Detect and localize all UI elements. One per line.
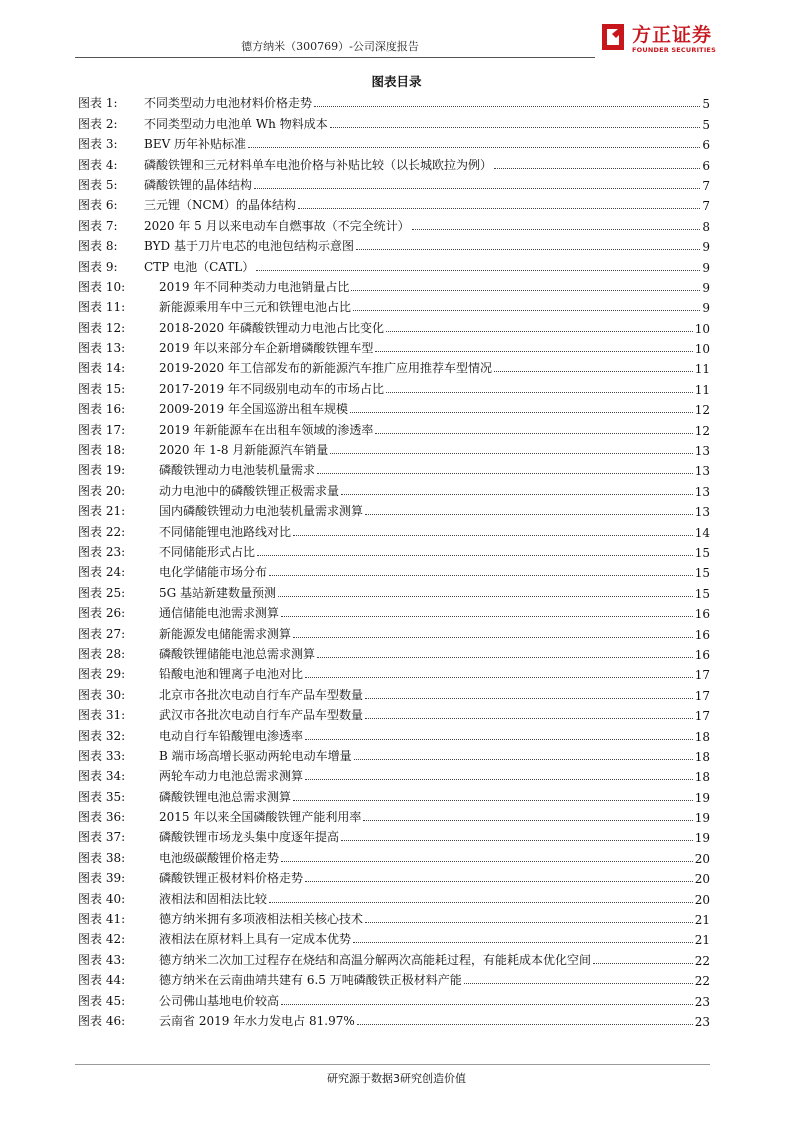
toc-entry-page: 16 [694, 607, 710, 622]
toc-entry-title: 磷酸铁锂市场龙头集中度逐年提高 [159, 830, 340, 845]
toc-dot-leader [314, 106, 700, 107]
toc-entry[interactable] [78, 988, 710, 1008]
toc-dot-leader [293, 800, 693, 801]
toc-entry[interactable] [78, 519, 710, 539]
toc-entry-page: 15 [694, 586, 710, 601]
toc-entry-page: 23 [694, 1014, 710, 1029]
toc-title: 图表目录 [371, 74, 422, 89]
toc-entry-label: 图表 39: [78, 871, 126, 886]
toc-entry-page: 18 [694, 749, 710, 764]
toc-entry[interactable] [78, 886, 710, 906]
toc-entry-title: 2019 年新能源车在出租车领域的渗透率 [159, 422, 374, 437]
toc-dot-leader [375, 351, 692, 352]
toc-dot-leader [305, 881, 693, 882]
toc-entry[interactable] [78, 580, 710, 600]
toc-dot-leader [353, 310, 700, 311]
toc-dot-leader [278, 596, 693, 597]
toc-dot-leader [341, 494, 693, 495]
toc-entry[interactable] [78, 356, 710, 376]
toc-entry-label: 图表 23: [78, 544, 126, 559]
toc-entry[interactable] [78, 825, 710, 845]
toc-entry[interactable] [78, 621, 710, 641]
toc-entry[interactable] [78, 968, 710, 988]
toc-dot-leader [269, 575, 693, 576]
toc-entry-label: 图表 21: [78, 504, 126, 519]
toc-entry-page: 7 [702, 199, 710, 214]
toc-entry-label: 图表 35: [78, 789, 126, 804]
toc-entry-title: 电池级碳酸锂价格走势 [159, 850, 280, 865]
toc-entry-page: 21 [694, 933, 710, 948]
toc-entry-label: 图表 8: [78, 239, 118, 254]
toc-dot-leader [365, 698, 693, 699]
toc-entry[interactable] [78, 560, 710, 580]
toc-entry-label: 图表 2: [78, 116, 118, 131]
toc-dot-leader [341, 840, 693, 841]
toc-entry-page: 19 [694, 831, 710, 846]
toc-entry-label: 图表 18: [78, 443, 126, 458]
toc-dot-leader [281, 1004, 693, 1005]
toc-entry-label: 图表 36: [78, 810, 126, 825]
toc-entry-label: 图表 27: [78, 626, 126, 641]
toc-entry[interactable] [78, 132, 710, 152]
toc-entry-title: BEV 历年补贴标准 [144, 137, 247, 152]
toc-dot-leader [354, 759, 693, 760]
toc-entry[interactable] [78, 111, 710, 131]
toc-entry-page: 23 [694, 994, 710, 1009]
toc-entry-label: 图表 22: [78, 524, 126, 539]
toc-entry-page: 20 [694, 892, 710, 907]
toc-dot-leader [293, 535, 693, 536]
toc-entry-page: 15 [694, 566, 710, 581]
toc-entry-title: B 端市场高增长驱动两轮电动车增量 [159, 748, 352, 763]
toc-entry-page: 7 [702, 178, 710, 193]
toc-entry-label: 图表 33: [78, 748, 126, 763]
toc-dot-leader [256, 270, 700, 271]
toc-entry[interactable] [78, 213, 710, 233]
toc-entry-title: 2020 年 5 月以来电动车自燃事故（不完全统计） [144, 218, 410, 233]
toc-entry[interactable] [78, 601, 710, 621]
toc-entry-label: 图表 9: [78, 259, 118, 274]
toc-entry[interactable] [78, 254, 710, 274]
toc-entry[interactable] [78, 173, 710, 193]
toc-entry-page: 17 [694, 688, 710, 703]
toc-entry-page: 19 [694, 811, 710, 826]
toc-entry-label: 图表 1: [78, 96, 118, 111]
toc-entry-title: 电动自行车铅酸锂电渗透率 [159, 728, 304, 743]
toc-entry-title: 磷酸铁锂储能电池总需求测算 [159, 646, 316, 661]
toc-entry-page: 17 [694, 668, 710, 683]
toc-dot-leader [494, 168, 700, 169]
toc-entry-title: 动力电池中的磷酸铁锂正极需求量 [159, 483, 340, 498]
toc-dot-leader [330, 453, 692, 454]
toc-dot-leader [353, 942, 693, 943]
toc-dot-leader [293, 637, 693, 638]
toc-entry-page: 9 [702, 260, 710, 275]
founder-logo-icon [598, 20, 628, 54]
toc-dot-leader [494, 371, 693, 372]
toc-entry-label: 图表 3: [78, 137, 118, 152]
toc-entry[interactable] [78, 376, 710, 396]
toc-entry-label: 图表 13: [78, 341, 126, 356]
toc-entry-label: 图表 19: [78, 463, 126, 478]
toc-entry-title: 磷酸铁锂正极材料价格走势 [159, 871, 304, 886]
toc-entry-page: 19 [694, 790, 710, 805]
toc-entry-label: 图表 6: [78, 198, 118, 213]
toc-entry-title: 2018-2020 年磷酸铁锂动力电池占比变化 [159, 320, 384, 335]
toc-entry-label: 图表 12: [78, 320, 126, 335]
toc-entry-label: 图表 10: [78, 279, 126, 294]
toc-entry-label: 图表 37: [78, 830, 126, 845]
toc-dot-leader [365, 514, 693, 515]
toc-entry-page: 18 [694, 770, 710, 785]
toc-entry-page: 16 [694, 627, 710, 642]
toc-entry-page: 5 [702, 117, 710, 132]
toc-entry-title: 德方纳米拥有多项液相法相关核心技术 [159, 912, 364, 927]
toc-entry-label: 图表 46: [78, 1013, 126, 1028]
toc-entry-page: 20 [694, 851, 710, 866]
footer-slogan: 研究源于数据3研究创造价值 [327, 1072, 466, 1085]
toc-entry-page: 9 [702, 301, 710, 316]
toc-entry-title: 不同类型动力电池单 Wh 物料成本 [144, 116, 328, 131]
toc-entry-page: 18 [694, 729, 710, 744]
toc-entry[interactable] [78, 642, 710, 662]
toc-entry-title: 2020 年 1-8 月新能源汽车销量 [159, 443, 329, 458]
toc-entry[interactable] [78, 499, 710, 519]
toc-dot-leader [248, 147, 700, 148]
toc-entry[interactable] [78, 784, 710, 804]
toc-entry-page: 11 [694, 362, 710, 377]
toc-dot-leader [350, 412, 693, 413]
toc-entry[interactable] [78, 193, 710, 213]
toc-entry-page: 12 [694, 423, 710, 438]
toc-entry-title: 5G 基站新建数量预测 [159, 585, 277, 600]
toc-entry-title: 2015 年以来全国磷酸铁锂产能利用率 [159, 810, 362, 825]
toc-entry[interactable] [78, 540, 710, 560]
toc-entry-title: 不同类型动力电池材料价格走势 [144, 96, 313, 111]
toc-entry-page: 21 [694, 913, 710, 928]
toc-dot-leader [305, 779, 693, 780]
toc-dot-leader [330, 127, 701, 128]
toc-entry-title: 2019-2020 年工信部发布的新能源汽车推广应用推荐车型情况 [159, 361, 492, 376]
toc-entry-title: 电化学储能市场分布 [159, 565, 268, 580]
toc-entry-title: 三元锂（NCM）的晶体结构 [144, 198, 296, 213]
toc-entry-label: 图表 26: [78, 606, 126, 621]
toc-entry[interactable] [78, 927, 710, 947]
toc-entry-title: 铅酸电池和锂离子电池对比 [159, 667, 304, 682]
toc-entry-label: 图表 29: [78, 667, 126, 682]
toc-entry-title: 液相法在原材料上具有一定成本优势 [159, 932, 352, 947]
toc-entry-label: 图表 16: [78, 402, 126, 417]
toc-dot-leader [386, 392, 693, 393]
toc-entry-title: 德方纳米二次加工过程存在烧结和高温分解两次高能耗过程，有能耗成本优化空间 [159, 952, 592, 967]
founder-securities-logo [598, 16, 758, 66]
toc-entry-label: 图表 32: [78, 728, 126, 743]
toc-entry[interactable] [78, 866, 710, 886]
toc-entry[interactable] [78, 682, 710, 702]
toc-entry-label: 图表 34: [78, 769, 126, 784]
toc-entry-page: 22 [694, 953, 710, 968]
toc-dot-leader [269, 902, 693, 903]
toc-dot-leader [593, 963, 693, 964]
toc-entry-page: 13 [694, 464, 710, 479]
toc-entry-title: 新能源发电储能需求测算 [159, 626, 292, 641]
toc-entry-page: 12 [694, 403, 710, 418]
toc-dot-leader [375, 433, 692, 434]
toc-entry-title: 德方纳米在云南曲靖共建有 6.5 万吨磷酸铁正极材料产能 [159, 973, 462, 988]
toc-entry-label: 图表 14: [78, 361, 126, 376]
toc-entry-page: 10 [694, 342, 710, 357]
toc-entry-title: 2009-2019 年全国巡游出租车规模 [159, 402, 348, 417]
toc-entry[interactable] [78, 397, 710, 417]
toc-entry-page: 9 [702, 240, 710, 255]
toc-entry-label: 图表 40: [78, 891, 126, 906]
toc-entry-label: 图表 43: [78, 952, 126, 967]
header-divider [75, 57, 595, 58]
toc-entry-label: 图表 38: [78, 850, 126, 865]
toc-entry-page: 22 [694, 974, 710, 989]
logo-chinese-name: 方正证券 [632, 24, 713, 46]
toc-entry-label: 图表 41: [78, 912, 126, 927]
toc-entry-title: 2019 年以来部分车企新增磷酸铁锂车型 [159, 341, 374, 356]
toc-entry-page: 13 [694, 444, 710, 459]
toc-entry[interactable] [78, 275, 710, 295]
toc-entry-page: 14 [694, 525, 710, 540]
toc-entry-title: 国内磷酸铁锂动力电池装机量需求测算 [159, 504, 364, 519]
toc-dot-leader [317, 657, 693, 658]
toc-dot-leader [357, 1024, 693, 1025]
toc-dot-leader [464, 983, 693, 984]
toc-entry-label: 图表 4: [78, 157, 118, 172]
toc-entry-page: 10 [694, 321, 710, 336]
toc-entry[interactable] [78, 234, 710, 254]
toc-entry-label: 图表 5: [78, 177, 118, 192]
toc-entry-title: 磷酸铁锂电池总需求测算 [159, 789, 292, 804]
toc-entry-label: 图表 44: [78, 973, 126, 988]
toc-entry[interactable] [78, 845, 710, 865]
toc-entry-page: 6 [702, 138, 710, 153]
logo-english-name: FOUNDER SECURITIES [632, 46, 716, 54]
toc-entry[interactable] [78, 723, 710, 743]
toc-dot-leader [365, 718, 693, 719]
toc-entry-title: 武汉市各批次电动自行车产品车型数量 [159, 708, 364, 723]
toc-entry-page: 13 [694, 505, 710, 520]
toc-entry-label: 图表 24: [78, 565, 126, 580]
toc-entry-title: 不同储能形式占比 [159, 544, 256, 559]
toc-entry-title: BYD 基于刀片电芯的电池包结构示意图 [144, 239, 354, 254]
toc-entry-title: 北京市各批次电动自行车产品车型数量 [159, 687, 364, 702]
toc-dot-leader [257, 555, 693, 556]
toc-entry[interactable] [78, 764, 710, 784]
toc-dot-leader [281, 616, 693, 617]
toc-entry-page: 6 [702, 158, 710, 173]
toc-entry[interactable] [78, 478, 710, 498]
toc-entry[interactable] [78, 662, 710, 682]
toc-entry-title: 云南省 2019 年水力发电占 81.97% [159, 1013, 355, 1028]
toc-entry-page: 16 [694, 647, 710, 662]
toc-dot-leader [351, 290, 700, 291]
toc-entry-title: CTP 电池（CATL） [144, 259, 255, 274]
toc-entry-title: 2019 年不同种类动力电池销量占比 [159, 279, 350, 294]
toc-entry[interactable] [78, 295, 710, 315]
toc-dot-leader [386, 331, 693, 332]
toc-entry-page: 13 [694, 484, 710, 499]
toc-dot-leader [305, 677, 693, 678]
toc-entry[interactable] [78, 91, 710, 111]
toc-entry-label: 图表 31: [78, 708, 126, 723]
toc-entry[interactable] [78, 947, 710, 967]
toc-entry-label: 图表 20: [78, 483, 126, 498]
toc-entry[interactable] [78, 315, 710, 335]
toc-entry[interactable] [78, 336, 710, 356]
toc-dot-leader [305, 739, 693, 740]
toc-entry[interactable] [78, 417, 710, 437]
toc-entry-title: 不同储能锂电池路线对比 [159, 524, 292, 539]
toc-entry-title: 新能源乘用车中三元和铁锂电池占比 [159, 300, 352, 315]
toc-entry[interactable] [78, 805, 710, 825]
toc-entry-page: 5 [702, 97, 710, 112]
toc-entry[interactable] [78, 458, 710, 478]
toc-entry-label: 图表 17: [78, 422, 126, 437]
toc-dot-leader [254, 188, 700, 189]
toc-entry-label: 图表 45: [78, 993, 126, 1008]
toc-dot-leader [298, 208, 700, 209]
toc-entry-page: 11 [694, 382, 710, 397]
footer-divider [75, 1064, 710, 1065]
report-header-title: 德方纳米（300769）-公司深度报告 [241, 40, 419, 53]
toc-entry-label: 图表 30: [78, 687, 126, 702]
toc-entry[interactable] [78, 703, 710, 723]
toc-dot-leader [356, 249, 700, 250]
toc-entry[interactable] [78, 1009, 710, 1029]
toc-dot-leader [412, 229, 701, 230]
toc-entry-page: 9 [702, 280, 710, 295]
toc-entry-label: 图表 11: [78, 300, 126, 315]
toc-entry-page: 8 [702, 219, 710, 234]
toc-entry-title: 磷酸铁锂和三元材料单车电池价格与补贴比较（以长城欧拉为例） [144, 157, 493, 172]
toc-entry-page: 15 [694, 545, 710, 560]
toc-entry[interactable] [78, 907, 710, 927]
toc-entry[interactable] [78, 438, 710, 458]
toc-entry-title: 磷酸铁锂动力电池装机量需求 [159, 463, 316, 478]
toc-entry-title: 公司佛山基地电价较高 [159, 993, 280, 1008]
toc-entry-title: 液相法和固相法比较 [159, 891, 268, 906]
toc-dot-leader [363, 820, 692, 821]
toc-entry-page: 17 [694, 709, 710, 724]
toc-entry-title: 两轮车动力电池总需求测算 [159, 769, 304, 784]
toc-entry[interactable] [78, 152, 710, 172]
toc-entry-title: 通信储能电池需求测算 [159, 606, 280, 621]
toc-entry-label: 图表 7: [78, 218, 118, 233]
toc-dot-leader [317, 473, 693, 474]
toc-entry-label: 图表 28: [78, 646, 126, 661]
toc-dot-leader [281, 861, 693, 862]
toc-entry-page: 20 [694, 872, 710, 887]
toc-entry-title: 磷酸铁锂的晶体结构 [144, 177, 253, 192]
figure-table-of-contents [78, 91, 710, 1029]
toc-dot-leader [365, 922, 693, 923]
toc-entry-title: 2017-2019 年不同级别电动车的市场占比 [159, 381, 384, 396]
toc-entry-label: 图表 25: [78, 585, 126, 600]
toc-entry[interactable] [78, 744, 710, 764]
toc-entry-label: 图表 15: [78, 381, 126, 396]
toc-entry-label: 图表 42: [78, 932, 126, 947]
